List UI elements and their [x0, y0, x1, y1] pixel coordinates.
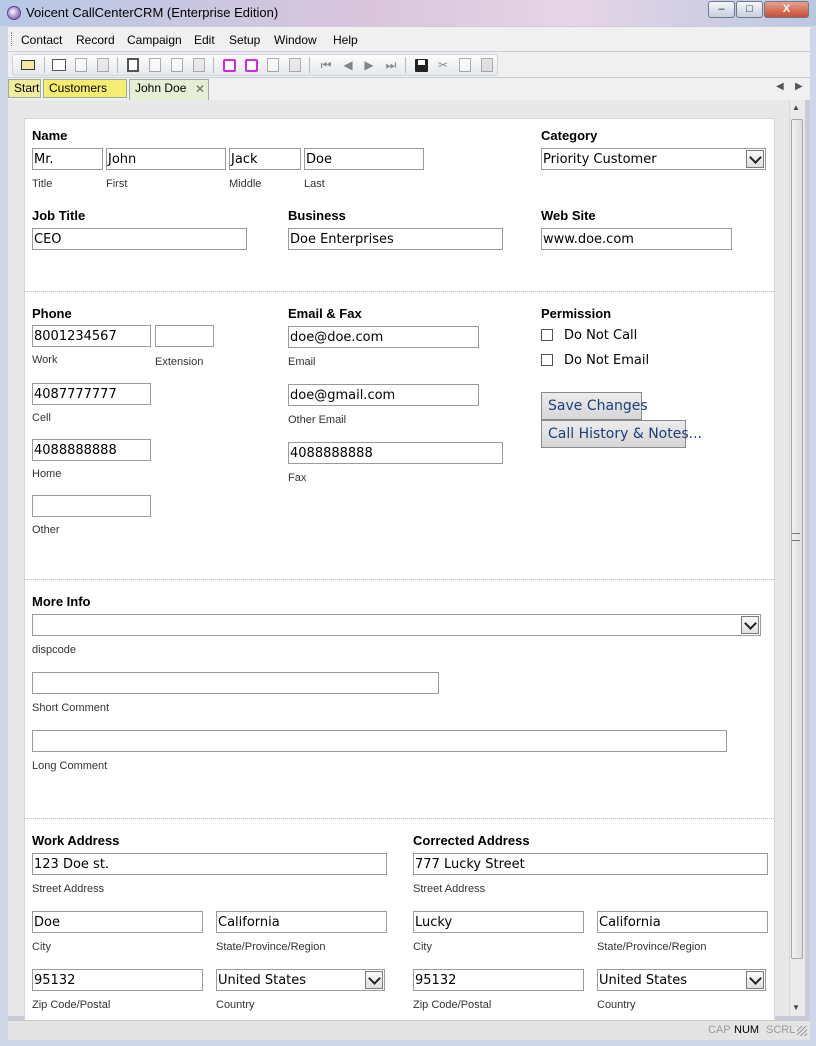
- corrected-street-field[interactable]: 777 Lucky Street: [413, 853, 768, 875]
- call-history-button[interactable]: Call History & Notes...: [541, 420, 686, 448]
- do-not-call-checkbox[interactable]: [541, 329, 553, 341]
- card-icon[interactable]: [147, 57, 163, 73]
- status-bar: [8, 1020, 810, 1040]
- scroll-down-icon[interactable]: ▼: [792, 1003, 800, 1012]
- middle-label: Middle: [229, 178, 262, 190]
- menu-contact[interactable]: Contact: [21, 33, 63, 47]
- work-zip-field[interactable]: 95132: [32, 969, 203, 991]
- title-label: Title: [32, 178, 53, 190]
- new-card-icon[interactable]: [169, 57, 185, 73]
- toolbar-separator: [405, 57, 406, 73]
- long-comment-field[interactable]: [32, 730, 727, 752]
- reload-icon[interactable]: [265, 57, 281, 73]
- corrected-zip-field[interactable]: 95132: [413, 969, 584, 991]
- work-street-label: Street Address: [32, 883, 105, 895]
- more-info-header: More Info: [32, 594, 91, 609]
- email-fax-header: Email & Fax: [288, 306, 362, 321]
- work-country-label: Country: [216, 999, 255, 1011]
- tab-start[interactable]: Start: [8, 79, 41, 98]
- fax-label: Fax: [288, 472, 307, 484]
- work-country-select[interactable]: [216, 969, 385, 991]
- next-record-icon[interactable]: ▶: [364, 58, 374, 72]
- last-name-field[interactable]: Doe: [304, 148, 424, 170]
- menu-grip: [11, 32, 14, 46]
- refresh-alt-icon[interactable]: [243, 57, 259, 73]
- extension-label: Extension: [155, 356, 204, 368]
- home-label: Home: [32, 468, 62, 480]
- caps-lock-indicator: CAP: [708, 1024, 731, 1036]
- work-zip-label: Zip Code/Postal: [32, 999, 111, 1011]
- corrected-state-field[interactable]: California: [597, 911, 768, 933]
- tab-customers[interactable]: Customers: [43, 79, 127, 98]
- list-icon[interactable]: [51, 57, 67, 73]
- maximize-button[interactable]: □: [736, 1, 763, 18]
- corrected-country-select[interactable]: [597, 969, 766, 991]
- extension-field[interactable]: [155, 325, 214, 347]
- other-email-field[interactable]: doe@gmail.com: [288, 384, 479, 406]
- paste-icon[interactable]: [479, 57, 495, 73]
- toolbar-separator: [309, 57, 310, 73]
- work-street-field[interactable]: 123 Doe st.: [32, 853, 387, 875]
- corrected-state-label: State/Province/Region: [597, 941, 707, 953]
- section-divider: [25, 818, 774, 819]
- delete-icon[interactable]: [95, 57, 111, 73]
- permission-header: Permission: [541, 306, 612, 321]
- work-state-field[interactable]: California: [216, 911, 387, 933]
- do-not-email-checkbox[interactable]: [541, 354, 553, 366]
- window-title: Voicent CallCenterCRM (Enterprise Edition): [26, 5, 279, 20]
- corrected-country-value: United States: [599, 973, 688, 988]
- email-field[interactable]: doe@doe.com: [288, 326, 479, 348]
- toolbar-separator: [44, 57, 45, 73]
- menu-record[interactable]: Record: [76, 33, 115, 47]
- do-not-call-label: Do Not Call: [564, 328, 638, 343]
- dispcode-select[interactable]: [32, 614, 761, 636]
- corrected-street-label: Street Address: [413, 883, 486, 895]
- last-record-icon[interactable]: ⏭: [385, 57, 397, 72]
- menu-edit[interactable]: Edit: [194, 33, 215, 47]
- refresh-icon[interactable]: [221, 57, 237, 73]
- work-label: Work: [32, 354, 58, 366]
- fax-field[interactable]: 4088888888: [288, 442, 503, 464]
- scrollbar-grip-icon: [792, 533, 800, 541]
- section-divider: [25, 291, 774, 292]
- other-email-label: Other Email: [288, 414, 347, 426]
- minimize-button[interactable]: –: [708, 1, 735, 18]
- name-header: Name: [32, 128, 68, 143]
- long-comment-label: Long Comment: [32, 760, 108, 772]
- job-title-field[interactable]: CEO: [32, 228, 247, 250]
- chevron-down-icon[interactable]: [741, 616, 759, 634]
- cancel-icon[interactable]: [287, 57, 303, 73]
- menu-campaign[interactable]: Campaign: [127, 33, 182, 47]
- chevron-down-icon[interactable]: [746, 971, 764, 989]
- short-comment-label: Short Comment: [32, 702, 110, 714]
- chevron-down-icon[interactable]: [746, 150, 764, 168]
- middle-name-field[interactable]: Jack: [229, 148, 301, 170]
- window-frame-right: [810, 26, 816, 1046]
- do-not-email-label: Do Not Email: [564, 353, 650, 368]
- corrected-city-field[interactable]: Lucky: [413, 911, 584, 933]
- cell-phone-field[interactable]: 4087777777: [32, 383, 151, 405]
- work-phone-field[interactable]: 8001234567: [32, 325, 151, 347]
- title-field[interactable]: Mr.: [32, 148, 103, 170]
- work-country-value: United States: [218, 973, 307, 988]
- business-header: Business: [288, 208, 346, 223]
- new-icon[interactable]: [73, 57, 89, 73]
- first-name-field[interactable]: John: [106, 148, 226, 170]
- menu-help[interactable]: Help: [333, 33, 358, 47]
- chevron-down-icon[interactable]: [365, 971, 383, 989]
- email-label: Email: [288, 356, 316, 368]
- work-address-header: Work Address: [32, 833, 120, 848]
- category-select[interactable]: [541, 148, 766, 170]
- tab-scroll-left-icon[interactable]: ◀: [776, 81, 784, 92]
- tab-contact[interactable]: John Doe: [129, 79, 209, 100]
- short-comment-field[interactable]: [32, 672, 439, 694]
- work-city-field[interactable]: Doe: [32, 911, 203, 933]
- cut-icon[interactable]: ✂: [437, 58, 449, 72]
- category-value: Priority Customer: [543, 152, 657, 167]
- work-state-label: State/Province/Region: [216, 941, 326, 953]
- job-title-header: Job Title: [32, 208, 86, 223]
- web-site-field[interactable]: www.doe.com: [541, 228, 732, 250]
- work-city-label: City: [32, 941, 51, 953]
- copy-icon[interactable]: [457, 57, 473, 73]
- corrected-country-label: Country: [597, 999, 636, 1011]
- toolbar-separator: [213, 57, 214, 73]
- window-frame-bottom: [0, 1040, 816, 1046]
- corrected-city-label: City: [413, 941, 432, 953]
- home-phone-field[interactable]: 4088888888: [32, 439, 151, 461]
- resize-grip-icon[interactable]: [797, 1026, 807, 1036]
- close-tab-icon[interactable]: ✕: [195, 82, 206, 96]
- web-site-header: Web Site: [541, 208, 596, 223]
- save-icon[interactable]: [413, 57, 429, 73]
- tab-scroll-right-icon[interactable]: ▶: [795, 81, 803, 92]
- close-button[interactable]: X: [764, 1, 809, 18]
- corrected-zip-label: Zip Code/Postal: [413, 999, 492, 1011]
- menu-setup[interactable]: Setup: [229, 33, 261, 47]
- menu-window[interactable]: Window: [274, 33, 317, 47]
- other-phone-field[interactable]: [32, 495, 151, 517]
- first-record-icon[interactable]: ⏮: [320, 57, 332, 72]
- scroll-up-icon[interactable]: ▲: [792, 103, 800, 112]
- prev-record-icon[interactable]: ◀: [343, 58, 353, 72]
- category-header: Category: [541, 128, 598, 143]
- phone-header: Phone: [32, 306, 72, 321]
- open-folder-icon[interactable]: [20, 57, 36, 73]
- scroll-lock-indicator: SCRL: [766, 1024, 796, 1036]
- other-label: Other: [32, 524, 60, 536]
- window-frame-left: [0, 26, 8, 1046]
- app-logo-icon: [7, 6, 21, 20]
- delete-card-icon[interactable]: [191, 57, 207, 73]
- dispcode-label: dispcode: [32, 644, 77, 656]
- name-card-icon[interactable]: [125, 57, 141, 73]
- section-divider: [25, 579, 774, 580]
- toolbar-separator: [117, 57, 118, 73]
- contact-form: [24, 118, 775, 1028]
- first-label: First: [106, 178, 128, 190]
- num-lock-indicator: NUM: [734, 1024, 760, 1036]
- cell-label: Cell: [32, 412, 51, 424]
- corrected-address-header: Corrected Address: [413, 833, 530, 848]
- business-field[interactable]: Doe Enterprises: [288, 228, 503, 250]
- last-label: Last: [304, 178, 325, 190]
- save-changes-button[interactable]: Save Changes: [541, 392, 642, 420]
